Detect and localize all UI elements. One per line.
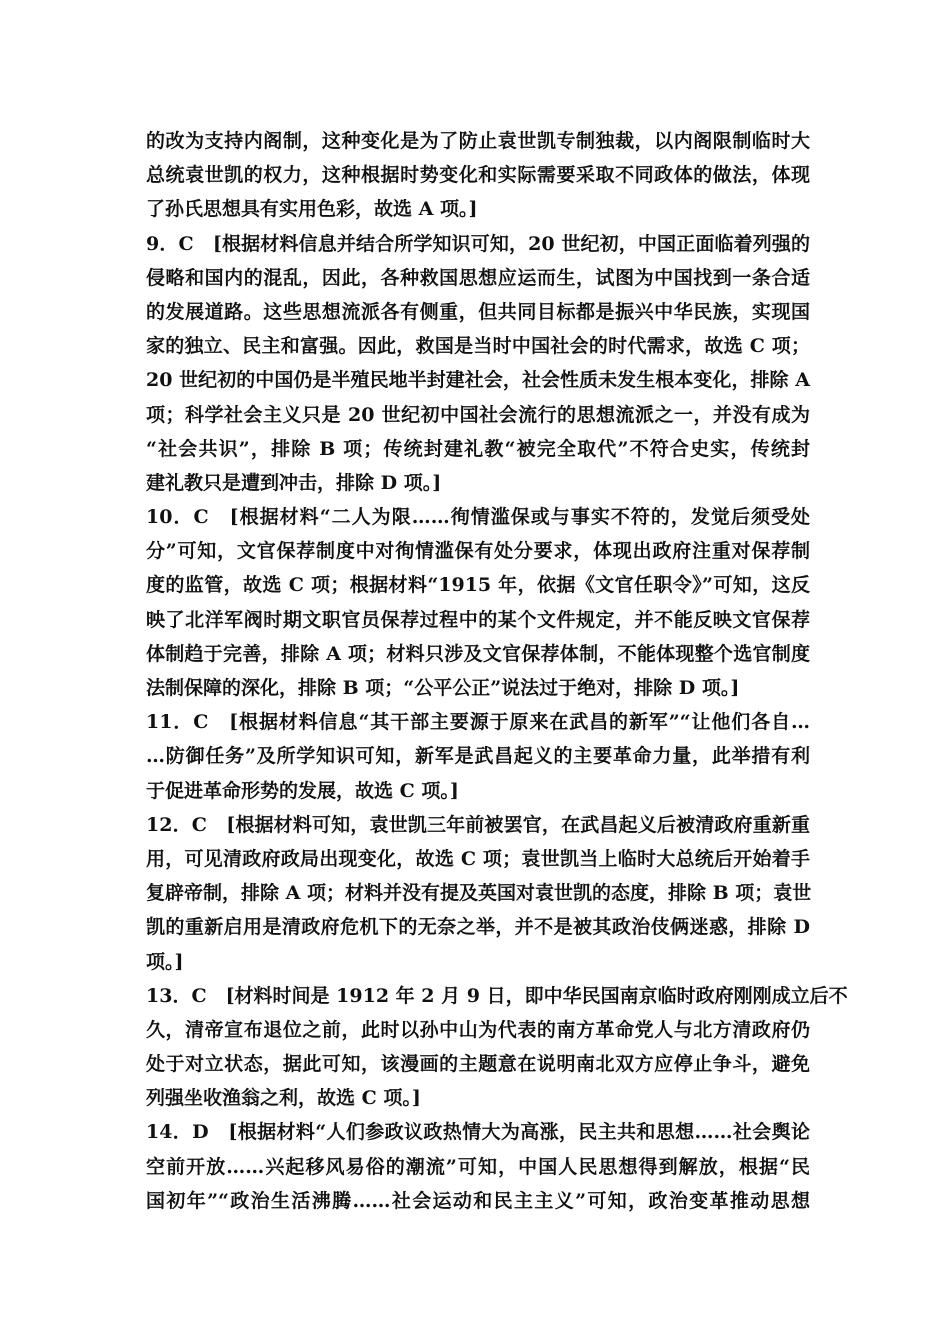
text-line: 了孙氏思想具有实用色彩，故选 A 项。]: [146, 198, 478, 221]
text-line: 建礼教只是遭到冲击，排除 D 项。]: [146, 471, 442, 494]
text-line: 13．C [材料时间是 1912 年 2 月 9 日，即中华民国南京临时政府刚刚成立后不: [146, 984, 848, 1007]
text-line: 10．C [根据材料“二人为限……徇情滥保或与事实不符的，发觉后须受处: [146, 506, 810, 529]
text-line: 处于对立状态，据此可知，该漫画的主题意在说明南北双方应停止争斗，避免: [146, 1053, 810, 1076]
text-line: 侵略和国内的混乱，因此，各种救国思想应运而生，试图为中国找到一条合适: [146, 266, 810, 289]
text-line: 总统袁世凯的权力，这种根据时势变化和实际需要采取不同政体的做法，体现: [146, 164, 810, 187]
answer-12: [146, 808, 810, 979]
answer-14: [146, 1115, 810, 1218]
text-line: 体制趋于完善，排除 A 项；材料只涉及文官保荐体制，不能体现整个选官制度: [146, 642, 810, 665]
text-line: “社会共识”，排除 B 项；传统封建礼教“被完全取代”不符合史实，传统封: [146, 437, 810, 460]
text-line: 项。]: [146, 950, 184, 973]
answer-13: [146, 979, 848, 1116]
text-line: 用，可见清政府政局出现变化，故选 C 项；袁世凯当上临时大总统后开始着手: [146, 847, 810, 870]
text-line: 复辟帝制，排除 A 项；材料并没有提及英国对袁世凯的态度，排除 B 项；袁世: [146, 882, 812, 905]
answer-9: [146, 227, 810, 501]
text-line: 项；科学社会主义只是 20 世纪初中国社会流行的思想流派之一，并没有成为: [146, 403, 810, 426]
text-line: 映了北洋军阀时期文职官员保荐过程中的某个文件规定，并不能反映文官保荐: [146, 608, 810, 631]
text-line: 家的独立、民主和富强。因此，救国是当时中国社会的时代需求，故选 C 项；: [146, 335, 810, 358]
text-line: 20 世纪初的中国仍是半殖民地半封建社会，社会性质未发生根本变化，排除 A: [146, 369, 810, 392]
text-line: 空前开放……兴起移风易俗的潮流”可知，中国人民思想得到解放，根据“民: [146, 1155, 810, 1178]
text-line: 14．D [根据材料“人们参政议政热情大为高涨，民主共和思想……社会舆论: [146, 1121, 810, 1144]
answer-8-continuation: [146, 124, 810, 227]
text-line: 久，清帝宣布退位之前，此时以孙中山为代表的南方革命党人与北方清政府仍: [146, 1018, 810, 1041]
text-line: 列强坐收渔翁之利，故选 C 项。]: [146, 1087, 421, 1110]
text-line: 国初年”“政治生活沸腾……社会运动和民主主义”可知，政治变革推动思想: [146, 1189, 810, 1212]
text-line: 11．C [根据材料信息“其干部主要源于原来在武昌的新军”“让他们各自…: [146, 711, 810, 734]
text-line: 于促进革命形势的发展，故选 C 项。]: [146, 779, 459, 802]
text-line: 12．C [根据材料可知，袁世凯三年前被罢官，在武昌起义后被清政府重新重: [146, 813, 810, 836]
answer-page: [146, 124, 848, 1218]
answer-10: [146, 500, 810, 705]
text-line: …防御任务”及所学知识可知，新军是武昌起义的主要革命力量，此举措有利: [146, 745, 810, 768]
text-line: 的改为支持内阁制，这种变化是为了防止袁世凯专制独裁，以内阁限制临时大: [146, 130, 810, 152]
text-line: 凯的重新启用是清政府危机下的无奈之举，并不是被其政治伎俩迷惑，排除 D: [146, 916, 810, 939]
text-line: 度的监管，故选 C 项；根据材料“1915 年，依据《文官任职令》”可知，这反: [146, 574, 810, 597]
text-line: 法制保障的深化，排除 B 项；“公平公正”说法过于绝对，排除 D 项。]: [146, 677, 740, 699]
text-line: 的发展道路。这些思想流派各有侧重，但共同目标都是振兴中华民族，实现国: [146, 300, 810, 323]
answer-11: [146, 705, 810, 808]
text-line: 分”可知，文官保荐制度中对徇情滥保有处分要求，体现出政府注重对保荐制: [146, 540, 810, 563]
text-line: 9．C [根据材料信息并结合所学知识可知，20 世纪初，中国正面临着列强的: [146, 232, 810, 255]
